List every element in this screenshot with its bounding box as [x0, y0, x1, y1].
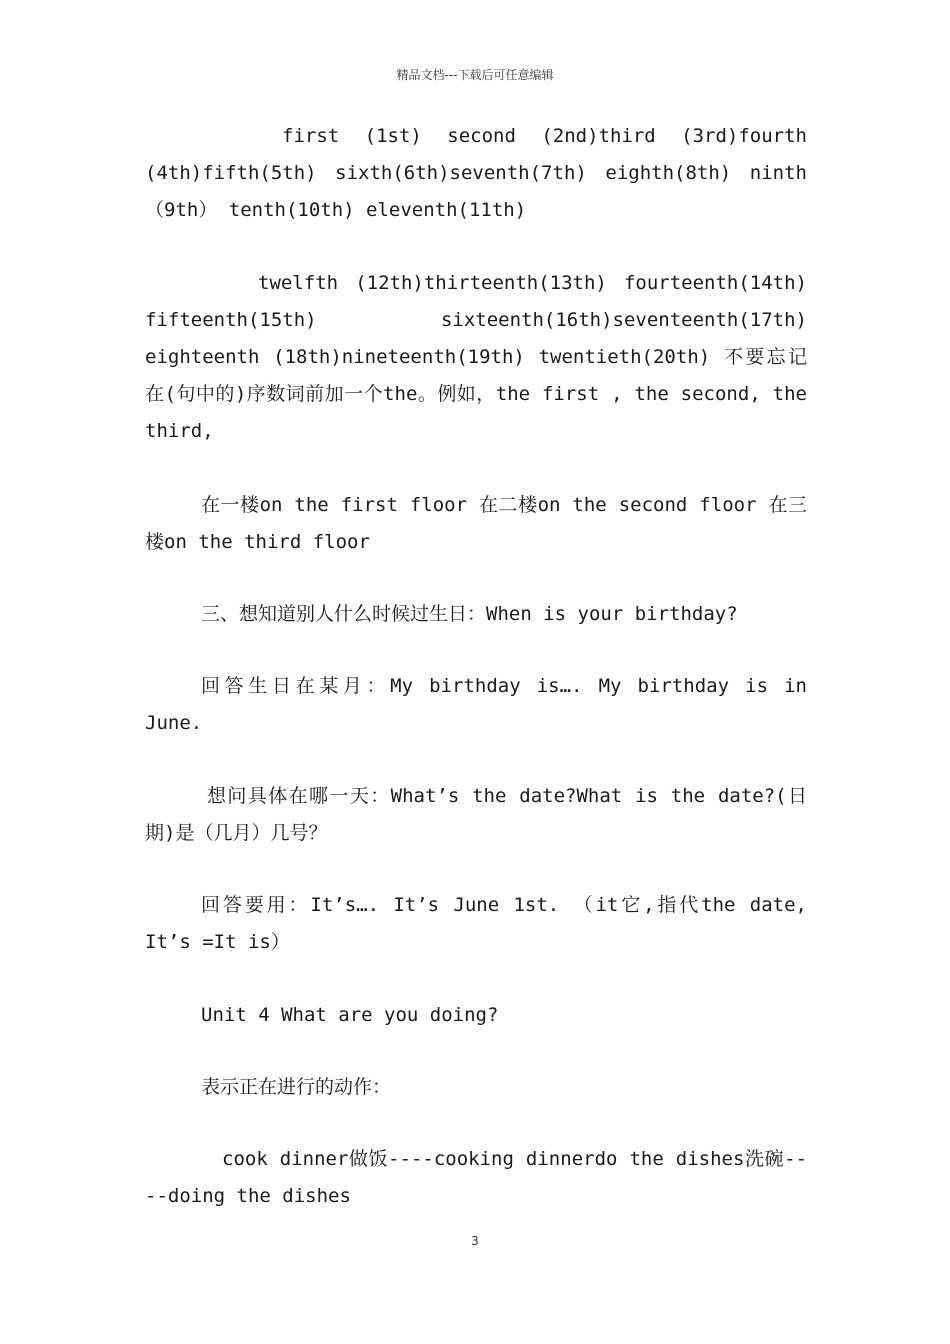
paragraph-birthday-question: 三、想知道别人什么时候过生日：When is your birthday? [201, 603, 738, 625]
paragraph-ordinals-2: twelfth (12th)thirteenth(13th) fourteenth(14th) fifteenth(15th) sixteenth(16th)seventeenth(17th) eighteenth (18th)nineteenth(19th) twentieth(20th) 不要忘记在(句中的)序数词前加一个the。例如，the first , the second, the third, [145, 272, 807, 442]
page-number: 3 [471, 1234, 479, 1248]
unit-title: Unit 4 What are you doing? [201, 1004, 499, 1026]
paragraph-birthday-answer: 回答生日在某月：My birthday is…. My birthday is in June. [145, 675, 807, 734]
paragraph-date-answer: 回答要用：It’s…. It’s June 1st. （it它,指代the date, It’s =It is） [145, 894, 807, 953]
paragraph-floors: 在一楼on the first floor 在二楼on the second floor 在三楼on the third floor [145, 494, 807, 553]
page-header: 精品文档---下载后可任意编辑 [396, 68, 554, 82]
paragraph-progressive-examples: cook dinner做饭----cooking dinnerdo the dishes洗碗----doing the dishes [145, 1148, 807, 1207]
paragraph-progressive-intro: 表示正在进行的动作： [201, 1076, 392, 1098]
paragraph-ordinals-1: first (1st) second (2nd)third (3rd)fourth (4th)fifth(5th) sixth(6th)seventh(7th) eighth(8th) ninth（9th） tenth(10th) eleventh(11th) [145, 125, 807, 221]
paragraph-date-question: 想问具体在哪一天：What’s the date?What is the date?(日期)是（几月）几号？ [145, 785, 807, 844]
